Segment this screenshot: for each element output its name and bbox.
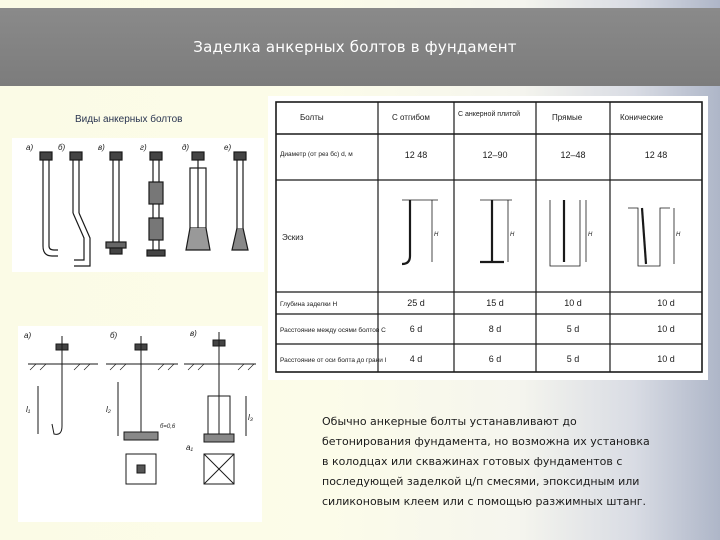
table-header-straight: Прямые xyxy=(552,113,583,122)
install-label-v: в) xyxy=(190,329,197,338)
sketch-dim-3: H xyxy=(588,232,593,238)
sketch-dim-4: H xyxy=(676,232,681,238)
slide-title: Заделка анкерных болтов в фундамент xyxy=(193,38,517,56)
table-header-bent: С отгибом xyxy=(392,113,430,122)
description-line: Обычно анкерные болты устанавливают до xyxy=(322,415,577,428)
cell-spacing-straight: 5 d xyxy=(566,324,580,334)
cell-edge-conical: 10 d xyxy=(657,354,675,364)
table-header-conical: Конические xyxy=(620,113,664,122)
install-label-a: а) xyxy=(24,331,32,340)
cell-spacing-plate: 8 d xyxy=(488,324,502,334)
table-row-label-edge: Расстояние от оси болта до грани I xyxy=(280,357,387,364)
description-line: последующей заделкой ц/п смесями, эпоксидным или xyxy=(322,475,640,488)
bolt-label-g: г) xyxy=(140,143,147,152)
description-text xyxy=(322,412,688,512)
install-label-b: б) xyxy=(110,331,118,340)
cell-diameter-plate: 12–90 xyxy=(482,150,508,160)
cell-depth-bent: 25 d xyxy=(407,298,425,308)
dim-l1: l₁ xyxy=(26,405,31,414)
dim-a: a₁ xyxy=(186,443,193,452)
cell-diameter-straight: 12–48 xyxy=(560,150,586,160)
bolt-label-b: б) xyxy=(58,143,66,152)
sketch-dim-1: H xyxy=(434,232,439,238)
bolt-label-a: а) xyxy=(26,143,34,152)
cell-spacing-conical: 10 d xyxy=(657,324,675,334)
cell-diameter-conical: 12 48 xyxy=(644,150,668,160)
table-row-label-spacing: Расстояние между осями болтов C xyxy=(280,327,386,334)
title-bar xyxy=(0,8,720,86)
table-row-label-sketch: Эскиз xyxy=(282,233,304,242)
table-row-label-diameter: Диаметр (от рез бс) d, м xyxy=(280,151,353,158)
bolt-installation-figure xyxy=(18,326,262,522)
table-row-label-depth: Глубина заделки H xyxy=(280,301,338,308)
cell-edge-bent: 4 d xyxy=(409,354,423,364)
cell-edge-plate: 6 d xyxy=(488,354,502,364)
slide-subtitle: Виды анкерных болтов xyxy=(75,114,183,125)
table-header-bolts: Болты xyxy=(300,113,324,122)
anchor-bolt-table xyxy=(268,96,708,380)
bolt-label-v: в) xyxy=(98,143,105,152)
anchor-bolt-table-grid xyxy=(268,96,708,380)
bolt-label-d: д) xyxy=(182,143,190,152)
dim-l3: l₃ xyxy=(248,413,253,422)
cell-depth-straight: 10 d xyxy=(564,298,582,308)
bolt-label-e: е) xyxy=(224,143,232,152)
description-line: силиконовым клеем или с помощью разжимных штанг. xyxy=(322,495,647,508)
description-line: в колодцах или скважинах готовых фундаментов с xyxy=(322,455,623,468)
dim-b: б=0,6 xyxy=(160,424,176,430)
description-line: бетонирования фундамента, но возможна их установка xyxy=(322,435,650,448)
bolt-installation-drawing xyxy=(18,326,262,522)
sketch-dim-2: H xyxy=(510,232,515,238)
cell-depth-plate: 15 d xyxy=(486,298,504,308)
cell-edge-straight: 5 d xyxy=(566,354,580,364)
bolt-types-figure xyxy=(12,138,264,272)
cell-diameter-bent: 12 48 xyxy=(404,150,428,160)
dim-l2: l₂ xyxy=(106,405,111,414)
bolt-types-drawing xyxy=(12,138,264,272)
table-header-plate: С анкерной плитой xyxy=(458,111,521,118)
cell-depth-conical: 10 d xyxy=(657,298,675,308)
cell-spacing-bent: 6 d xyxy=(409,324,423,334)
